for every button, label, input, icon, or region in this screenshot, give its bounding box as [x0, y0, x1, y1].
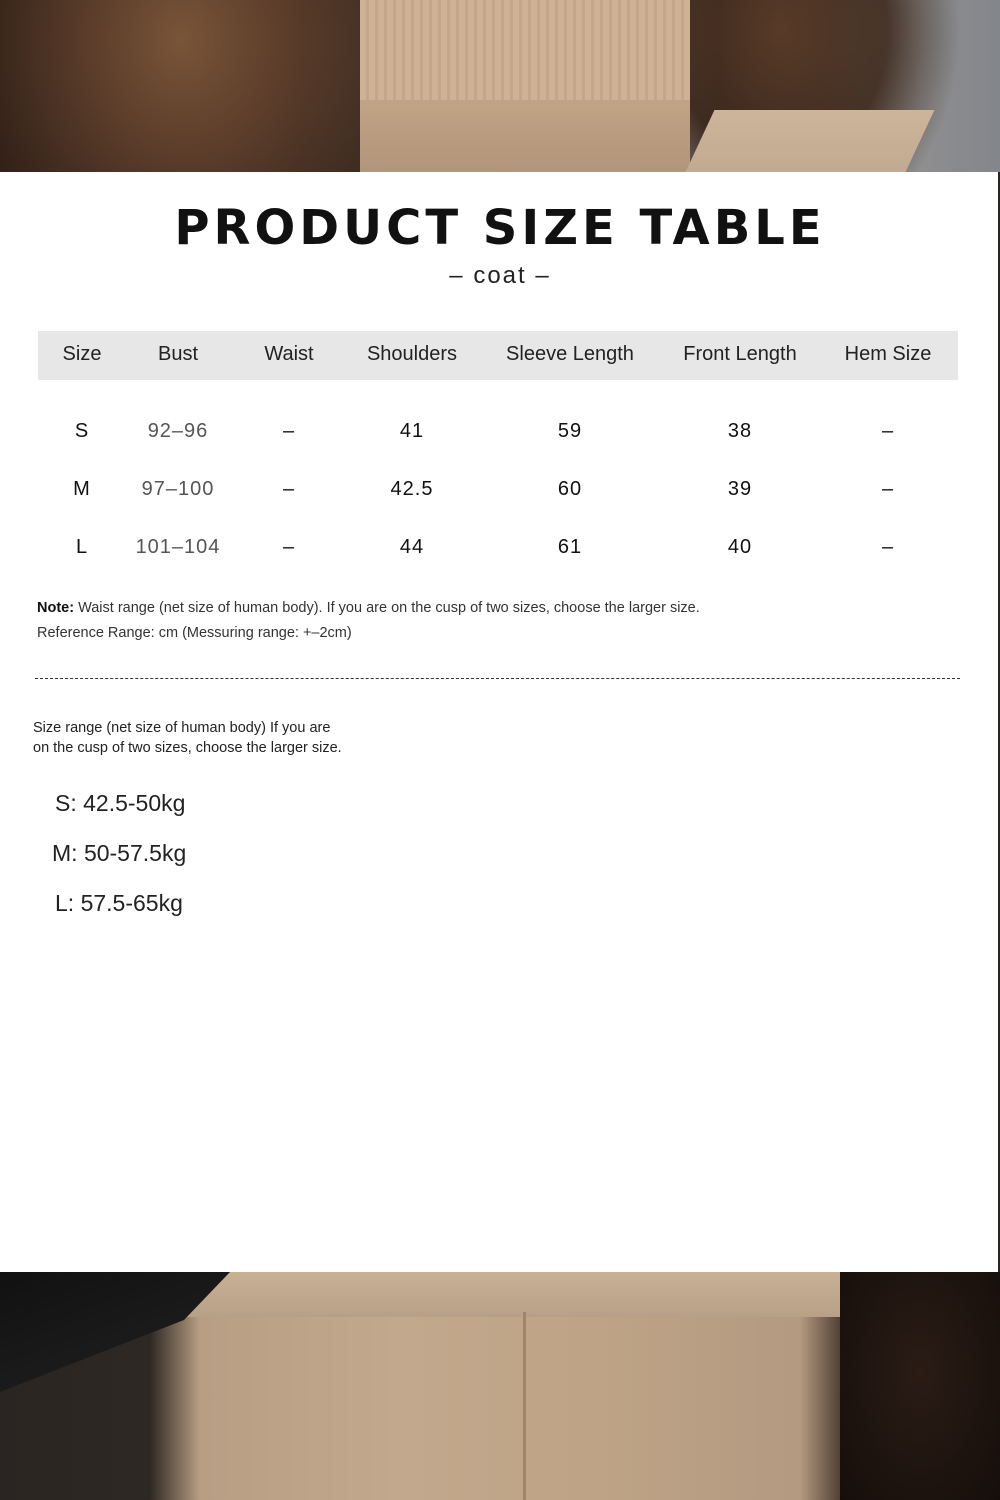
reference-range: Reference Range: cm (Messuring range: +–2cm) [37, 625, 352, 641]
coat-collar [0, 1272, 230, 1392]
header-sleeve-length: Sleeve Length [506, 343, 634, 365]
coat-lapel [180, 1272, 840, 1317]
cell-bust: 101–104 [135, 536, 221, 558]
cell-shoulders: 42.5 [390, 478, 434, 500]
header-front-length: Front Length [683, 343, 797, 365]
coat-photo-bottom [0, 1272, 1000, 1500]
cell-hem-size: – [881, 536, 895, 558]
cell-waist: – [282, 420, 296, 442]
cell-shoulders: 41 [399, 420, 425, 442]
cell-front-length: 39 [727, 478, 753, 500]
header-shoulders: Shoulders [366, 343, 458, 365]
cell-bust: 97–100 [141, 478, 215, 500]
weight-range-l: L: 57.5-65kg [55, 890, 183, 916]
model-photo-top [0, 0, 1000, 172]
header-hem-size: Hem Size [844, 343, 932, 365]
cell-sleeve-length: 60 [557, 478, 583, 500]
cell-size: L [75, 536, 89, 558]
cell-bust: 92–96 [147, 420, 209, 442]
size-range-line-1: Size range (net size of human body) If you are [33, 720, 331, 736]
cell-shoulders: 44 [399, 536, 425, 558]
weight-range-s: S: 42.5-50kg [55, 790, 186, 816]
note-text: Waist range (net size of human body). If you are on the cusp of two sizes, choose the larger size. [74, 600, 700, 616]
size-range-line-2: on the cusp of two sizes, choose the larger size. [33, 740, 342, 756]
page-subtitle: – coat – [449, 262, 551, 289]
coat-edge [686, 110, 935, 172]
cell-size: M [73, 478, 91, 500]
table-row [38, 536, 958, 576]
cell-front-length: 40 [727, 536, 753, 558]
weight-range-m: M: 50-57.5kg [52, 840, 187, 866]
note-line [37, 596, 700, 621]
coat-seam [523, 1312, 526, 1500]
cell-hem-size: – [881, 478, 895, 500]
header-bust: Bust [157, 343, 199, 365]
cell-waist: – [282, 536, 296, 558]
cell-waist: – [282, 478, 296, 500]
cell-front-length: 38 [727, 420, 753, 442]
note-label: Note: [37, 600, 75, 616]
size-table-body [38, 380, 958, 580]
dashed-divider [35, 678, 960, 679]
cell-hem-size: – [881, 420, 895, 442]
table-header [38, 331, 958, 380]
page-title: PRODUCT SIZE TABLE [174, 200, 826, 256]
cell-sleeve-length: 59 [557, 420, 583, 442]
hair-left [0, 0, 360, 172]
fur-trim [840, 1272, 1000, 1500]
cell-sleeve-length: 61 [557, 536, 583, 558]
table-row [38, 478, 958, 518]
header-size: Size [62, 343, 102, 365]
header-waist: Waist [264, 343, 314, 365]
turtleneck-fold [360, 100, 690, 172]
table-row [38, 420, 958, 460]
size-range-note [33, 718, 393, 758]
cell-size: S [74, 420, 90, 442]
size-note [37, 596, 700, 646]
